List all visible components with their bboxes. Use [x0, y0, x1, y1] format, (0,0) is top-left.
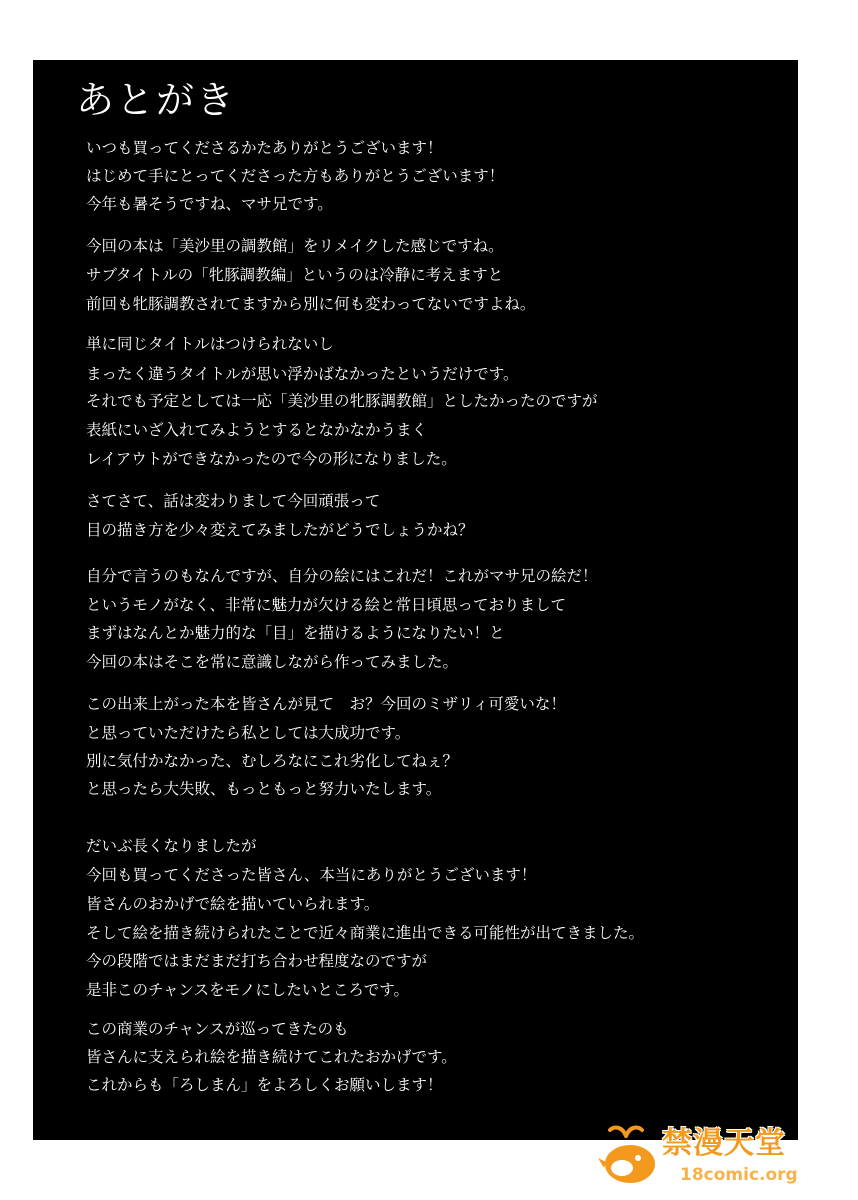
text-line: 単に同じタイトルはつけられないし — [86, 335, 334, 353]
watermark-brand: 禁漫天堂 — [662, 1126, 786, 1161]
text-line: 是非このチャンスをモノにしたいところです。 — [86, 981, 410, 999]
text-line: 表紙にいざ入れてみようとするとなかなかうまく — [86, 421, 428, 439]
watermark-url: 18comic.org — [680, 1165, 798, 1185]
text-line: まったく違うタイトルが思い浮かばなかったというだけです。 — [86, 365, 519, 383]
text-line: と思っていただけたら私としては大成功です。 — [86, 724, 411, 742]
text-line: というモノがなく、非常に魅力が欠ける絵と常日頃思っておりまして — [86, 596, 567, 614]
text-line: それでも予定としては一応「美沙里の牝豚調教館」としたかったのですが — [86, 392, 598, 410]
text-line: 前回も牝豚調教されてますから別に何も変わってないですよね。 — [86, 295, 536, 313]
text-line: と思ったら大失敗、もっともっと努力いたします。 — [86, 780, 442, 798]
text-line: この商業のチャンスが巡ってきたのも — [86, 1020, 349, 1038]
text-line: レイアウトができなかったので今の形になりました。 — [86, 450, 457, 468]
text-line: 今回の本はそこを常に意識しながら作ってみました。 — [86, 653, 459, 671]
text-line: 皆さんのおかげで絵を描いていられます。 — [86, 895, 380, 913]
text-line: 自分で言うのもなんですが、自分の絵にはこれだ！これがマサ兄の絵だ！ — [86, 567, 598, 585]
text-line: 皆さんに支えられ絵を描き続けてこれたおかげです。 — [86, 1048, 457, 1066]
whale-mascot-icon — [596, 1122, 666, 1192]
text-line: これからも「ろしまん」をよろしくお願いします！ — [86, 1076, 443, 1094]
site-watermark — [596, 1118, 836, 1196]
text-line: いつも買ってくださるかたありがとうございます！ — [86, 139, 443, 157]
text-line: だいぶ長くなりましたが — [86, 837, 257, 855]
text-line: さてさて、話は変わりまして今回頑張って — [86, 492, 381, 510]
text-line: そして絵を描き続けられたことで近々商業に進出できる可能性が出てきました。 — [86, 924, 645, 942]
text-line: 目の描き方を少々変えてみましたがどうでしょうかね？ — [86, 521, 474, 539]
text-line: 今回の本は「美沙里の調教館」をリメイクした感じですね。 — [86, 237, 504, 255]
text-line: まずはなんとか魅力的な「目」を描けるようになりたい！と — [86, 624, 505, 642]
text-line: この出来上がった本を皆さんが見て お？今回のミザリィ可愛いな！ — [86, 695, 566, 713]
text-line: 別に気付かなかった、むしろなにこれ劣化してねぇ？ — [86, 752, 459, 770]
text-line: 今年も暑そうですね、マサ兄です。 — [86, 195, 333, 213]
page-title: あとがき — [76, 78, 237, 122]
text-line: サブタイトルの「牝豚調教編」というのは冷静に考えますと — [86, 266, 504, 284]
text-line: 今回も買ってくださった皆さん、本当にありがとうございます！ — [86, 866, 537, 884]
text-line: はじめて手にとってくださった方もありがとうございます！ — [86, 167, 505, 185]
text-line: 今の段階ではまだまだ打ち合わせ程度なのですが — [86, 952, 428, 970]
